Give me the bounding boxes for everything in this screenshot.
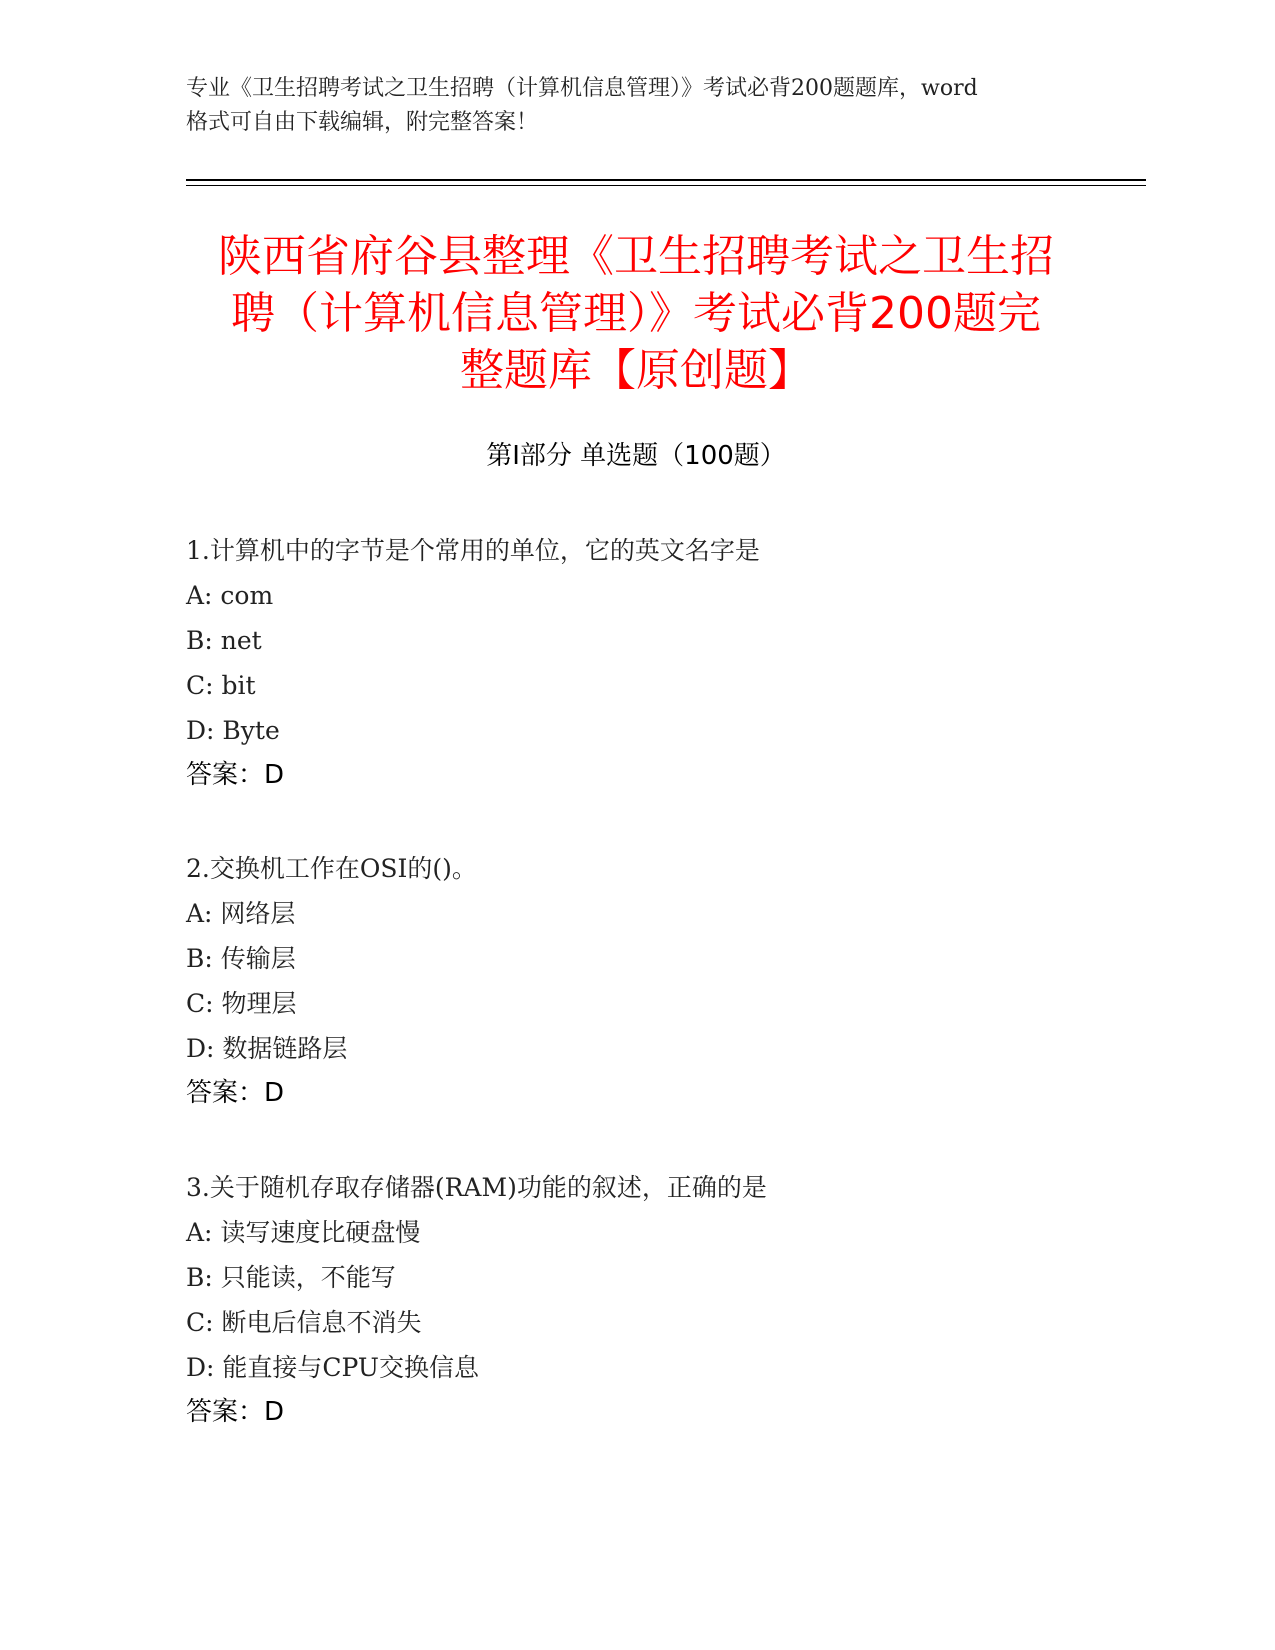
option-c: C: 物理层 xyxy=(186,989,297,1018)
answer-key: 答案：D xyxy=(186,760,285,790)
document-title-line: 陕西省府谷县整理《卫生招聘考试之卫生招 xyxy=(218,231,1054,282)
option-a: A: com xyxy=(186,581,274,610)
section-heading: 第Ⅰ部分 单选题（100题） xyxy=(486,441,786,471)
option-d: D: 数据链路层 xyxy=(186,1034,348,1063)
option-d: D: 能直接与CPU交换信息 xyxy=(186,1353,479,1382)
option-c: C: 断电后信息不消失 xyxy=(186,1308,422,1337)
option-b: B: net xyxy=(186,626,262,655)
option-c: C: bit xyxy=(186,671,256,700)
answer-key: 答案：D xyxy=(186,1078,285,1108)
header-note-line: 专业《卫生招聘考试之卫生招聘（计算机信息管理）》考试必背200题题库，word xyxy=(186,76,978,101)
document-title-line: 整题库【原创题】 xyxy=(460,345,812,396)
answer-key: 答案：D xyxy=(186,1397,285,1427)
question-stem: 1.计算机中的字节是个常用的单位，它的英文名字是 xyxy=(186,536,760,565)
question-stem: 3.关于随机存取存储器(RAM)功能的叙述，正确的是 xyxy=(186,1173,767,1202)
question-stem: 2.交换机工作在OSI的()。 xyxy=(186,854,477,883)
header-note xyxy=(186,72,1086,140)
option-b: B: 传输层 xyxy=(186,944,296,973)
header-divider-thick xyxy=(186,179,1146,181)
header-divider-thin xyxy=(186,185,1146,186)
option-b: B: 只能读，不能写 xyxy=(186,1263,396,1292)
document-title-line: 聘（计算机信息管理）》考试必背200题完 xyxy=(231,288,1041,339)
option-a: A: 网络层 xyxy=(186,899,296,928)
option-d: D: Byte xyxy=(186,716,280,745)
document-title xyxy=(186,228,1086,399)
question-block xyxy=(186,1165,1086,1435)
question-block xyxy=(186,846,1086,1116)
option-a: A: 读写速度比硬盘慢 xyxy=(186,1218,421,1247)
question-block xyxy=(186,528,1086,798)
header-note-line: 格式可自由下载编辑，附完整答案！ xyxy=(186,110,539,135)
